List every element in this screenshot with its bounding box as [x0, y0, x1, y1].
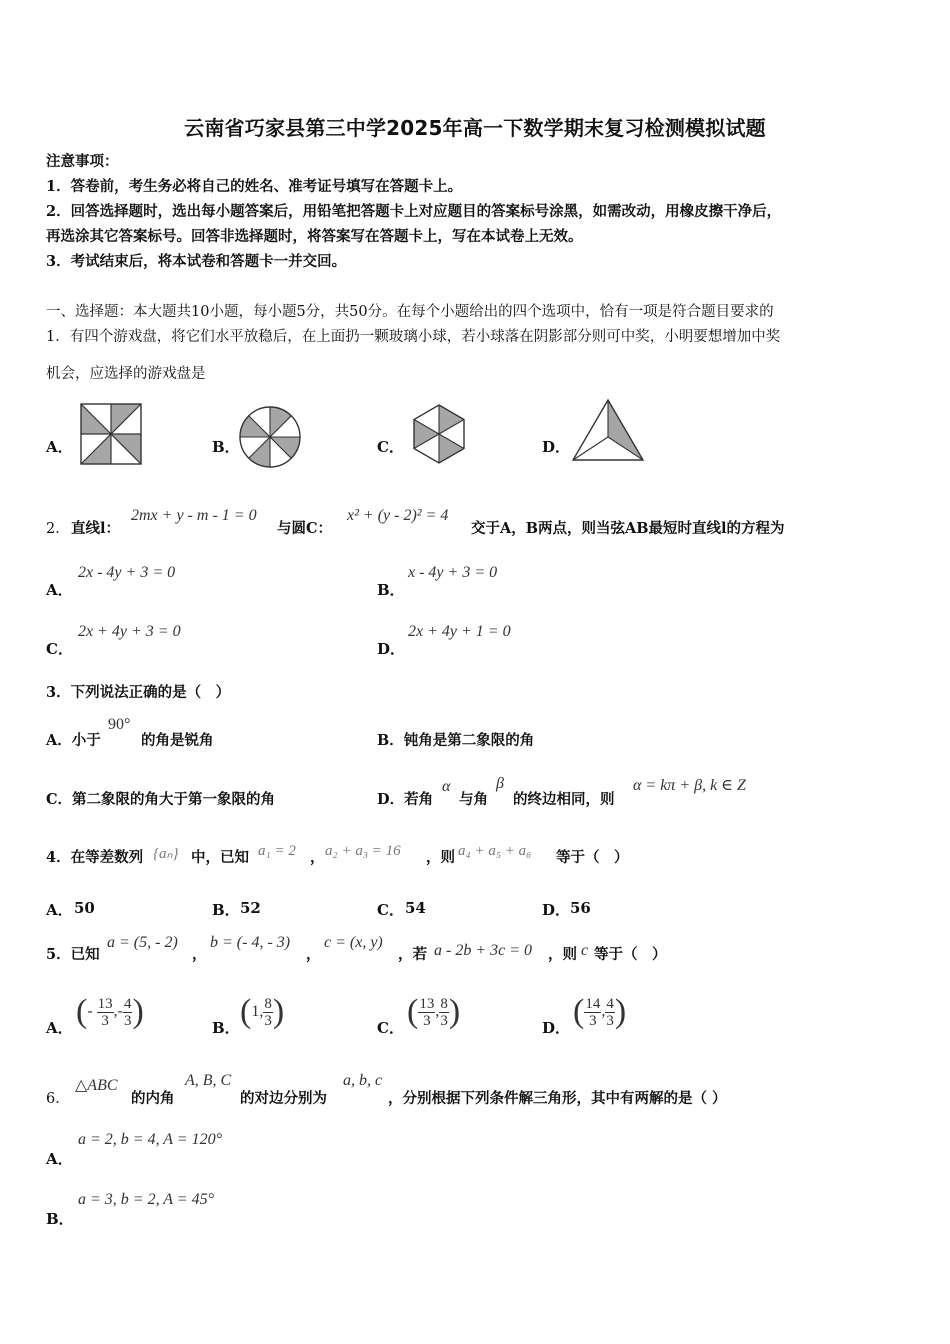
- q5-option-a-sep: ,-: [113, 1002, 123, 1020]
- q5-option-d-num2: 4: [606, 995, 614, 1012]
- q1-stem-line1: 1．有四个游戏盘，将它们水平放稳后，在上面扔一颗玻璃小球，若小球落在阴影部分则可中奖，小明要想增加中奖: [46, 329, 781, 345]
- q4-condition-2: a₂ + a₃ = 16: [325, 843, 401, 859]
- q3-option-b: B．钝角是第二象限的角: [377, 732, 535, 749]
- q4-text-4: 等于（ ）: [556, 849, 629, 866]
- q3-option-d-math: α = kπ + β, k ∈ Z: [633, 777, 746, 794]
- q5-option-b-first: 1: [251, 1003, 260, 1020]
- q1-option-c-label: C．: [377, 438, 404, 456]
- q2-option-d-label: D．: [377, 640, 406, 658]
- q3-option-d-post: 的终边相同，则: [513, 791, 615, 808]
- q6-angles: A, B, C: [185, 1072, 232, 1089]
- q5-option-d-den2: 3: [606, 1012, 614, 1029]
- q5-c-var: c: [581, 942, 589, 959]
- q5-text-2: ，若: [398, 946, 427, 963]
- q3-option-a-math: 90°: [108, 716, 131, 733]
- q1-figure-d-triangle-board: [570, 397, 646, 463]
- q2-text-3: 交于A，B两点，则当弦AB最短时直线l的方程为: [471, 520, 785, 537]
- q5-option-c-num2: 8: [440, 995, 448, 1012]
- q5-option-d-den1: 3: [589, 1012, 597, 1029]
- q3-option-d-mid: 与角: [459, 791, 488, 808]
- q2-option-a: 2x - 4y + 3 = 0: [78, 564, 176, 581]
- q4-condition-1: a₁ = 2: [258, 843, 296, 859]
- q5-text-1: 5．已知: [46, 946, 100, 963]
- q2-option-a-label: A．: [46, 581, 73, 599]
- q6-text-1: 的内角: [131, 1090, 175, 1107]
- q4-option-a: 50: [74, 899, 95, 917]
- q2-line-equation: 2mx + y - m - 1 = 0: [131, 507, 257, 524]
- q5-option-d-sep: ,: [601, 1002, 606, 1020]
- q4-sequence: {aₙ}: [153, 846, 179, 862]
- page-title: 云南省巧家县第三中学2025年高一下数学期末复习检测模拟试题: [184, 116, 766, 140]
- q5-option-a-den2: 3: [123, 1012, 132, 1029]
- q5-option-d: ( $\frac{14}{3}$ , $\frac{4}{3}$ ): [573, 993, 627, 1030]
- q5-option-c-den2: 3: [440, 1012, 448, 1029]
- section-heading: 一、选择题：本大题共10小题，每小题5分，共50分。在每个小题给出的四个选项中，恰有一项是符合题目要求的: [46, 304, 774, 320]
- q2-circle-equation: x² + (y - 2)² = 4: [347, 507, 449, 524]
- q5-option-c: ( $\frac{13}{3}$ , $\frac{8}{3}$ ): [407, 993, 461, 1030]
- q2-text-1: 直线l：: [71, 520, 121, 537]
- q5-text-4: 等于（ ）: [594, 946, 667, 963]
- q5-option-d-num1: 14: [585, 995, 601, 1012]
- q5-option-a-label: A．: [46, 1019, 73, 1037]
- q5-option-a-num1: 13: [97, 995, 113, 1012]
- q4-option-c-label: C．: [377, 901, 404, 919]
- q6-number: 6．: [46, 1091, 70, 1107]
- q5-option-c-sep: ,: [435, 1002, 440, 1020]
- q3-option-d-alpha: α: [442, 778, 451, 795]
- q1-option-d-label: D．: [542, 438, 571, 456]
- q2-option-c: 2x + 4y + 3 = 0: [78, 623, 181, 640]
- q5-option-d-label: D．: [542, 1019, 571, 1037]
- q3-option-d-beta: β: [496, 775, 504, 792]
- q4-option-a-label: A．: [46, 901, 73, 919]
- q4-option-c: 54: [405, 899, 426, 917]
- q5-option-b-num2: 8: [264, 995, 272, 1012]
- q3-stem: 3．下列说法正确的是（ ）: [46, 684, 231, 701]
- notice-item-2-cont: 再选涂其它答案标号。回答非选择题时，将答案写在答题卡上，写在本试卷上无效。: [46, 228, 583, 245]
- q5-vector-c: c = (x, y): [324, 934, 383, 951]
- q5-option-b: (1, $\frac{8}{3}$ ): [240, 993, 285, 1030]
- q5-comma-1: ，: [192, 946, 207, 963]
- q5-option-a: (- $\frac{13}{3}$ ,- $\frac{4}{3}$ ): [76, 993, 144, 1030]
- q4-text-2: 中，已知: [191, 849, 249, 866]
- q1-figure-b-circle-board: [238, 405, 302, 469]
- q4-option-d-label: D．: [542, 901, 571, 919]
- q3-option-c: C．第二象限的角大于第一象限的角: [46, 791, 276, 808]
- q6-option-b-label: B．: [46, 1210, 74, 1228]
- q1-figure-a-square-board: [80, 402, 142, 466]
- q5-option-b-den2: 3: [264, 1012, 272, 1029]
- q4-option-d: 56: [570, 899, 591, 917]
- q5-comma-2: ，: [306, 946, 321, 963]
- q6-sides: a, b, c: [343, 1072, 383, 1089]
- q1-option-a-label: A．: [46, 438, 73, 456]
- q5-option-b-label: B．: [212, 1019, 240, 1037]
- q4-option-b-label: B．: [212, 901, 240, 919]
- q6-text-2: 的对边分别为: [240, 1090, 327, 1107]
- q6-option-b: a = 3, b = 2, A = 45°: [78, 1191, 214, 1208]
- q5-option-a-num2: 4: [123, 995, 132, 1012]
- q4-text-3: ，则: [426, 849, 455, 866]
- q5-option-a-sign: -: [87, 1002, 93, 1020]
- q3-option-d-pre: D．若角: [377, 791, 434, 808]
- q1-stem-line2: 机会，应选择的游戏盘是: [46, 366, 206, 382]
- q5-option-c-label: C．: [377, 1019, 404, 1037]
- q4-option-b: 52: [240, 899, 261, 917]
- q5-condition: a - 2b + 3c = 0: [434, 942, 533, 959]
- q3-option-a-post: 的角是锐角: [141, 732, 214, 749]
- q2-option-b: x - 4y + 3 = 0: [408, 564, 498, 581]
- q5-option-c-num1: 13: [419, 995, 435, 1012]
- q5-text-3: ，则: [548, 946, 577, 963]
- notice-item-2: 2．回答选择题时，选出每小题答案后，用铅笔把答题卡上对应题目的答案标号涂黑，如需改动，用橡皮擦干净后，: [46, 203, 782, 220]
- q6-option-a: a = 2, b = 4, A = 120°: [78, 1131, 222, 1148]
- q2-option-c-label: C．: [46, 640, 73, 658]
- q4-target: a₄ + a₅ + a₆: [458, 843, 532, 859]
- q6-triangle: △ABC: [75, 1077, 118, 1094]
- notice-item-1: 1．答卷前，考生务必将自己的姓名、准考证号填写在答题卡上。: [46, 178, 463, 195]
- q1-option-b-label: B．: [212, 438, 240, 456]
- q5-option-a-den1: 3: [101, 1012, 109, 1029]
- q3-option-a-pre: A．小于: [46, 732, 101, 749]
- q4-separator: ，: [310, 849, 325, 866]
- q2-number: 2．: [46, 521, 70, 537]
- q5-option-c-den1: 3: [423, 1012, 431, 1029]
- q4-text-1: 4．在等差数列: [46, 849, 144, 866]
- q2-option-b-label: B．: [377, 581, 405, 599]
- notice-item-3: 3．考试结束后，将本试卷和答题卡一并交回。: [46, 253, 347, 270]
- q5-vector-a: a = (5, - 2): [107, 934, 178, 951]
- q2-option-d: 2x + 4y + 1 = 0: [408, 623, 511, 640]
- q2-text-2: 与圆C：: [277, 520, 333, 537]
- q1-figure-c-hexagon-board: [408, 402, 470, 466]
- q6-option-a-label: A．: [46, 1150, 73, 1168]
- q6-text-3: ，分别根据下列条件解三角形，其中有两解的是（ ）: [388, 1090, 727, 1107]
- notice-heading: 注意事项：: [46, 153, 119, 170]
- q5-option-b-sep: ,: [259, 1003, 264, 1020]
- q5-vector-b: b = (- 4, - 3): [210, 934, 291, 951]
